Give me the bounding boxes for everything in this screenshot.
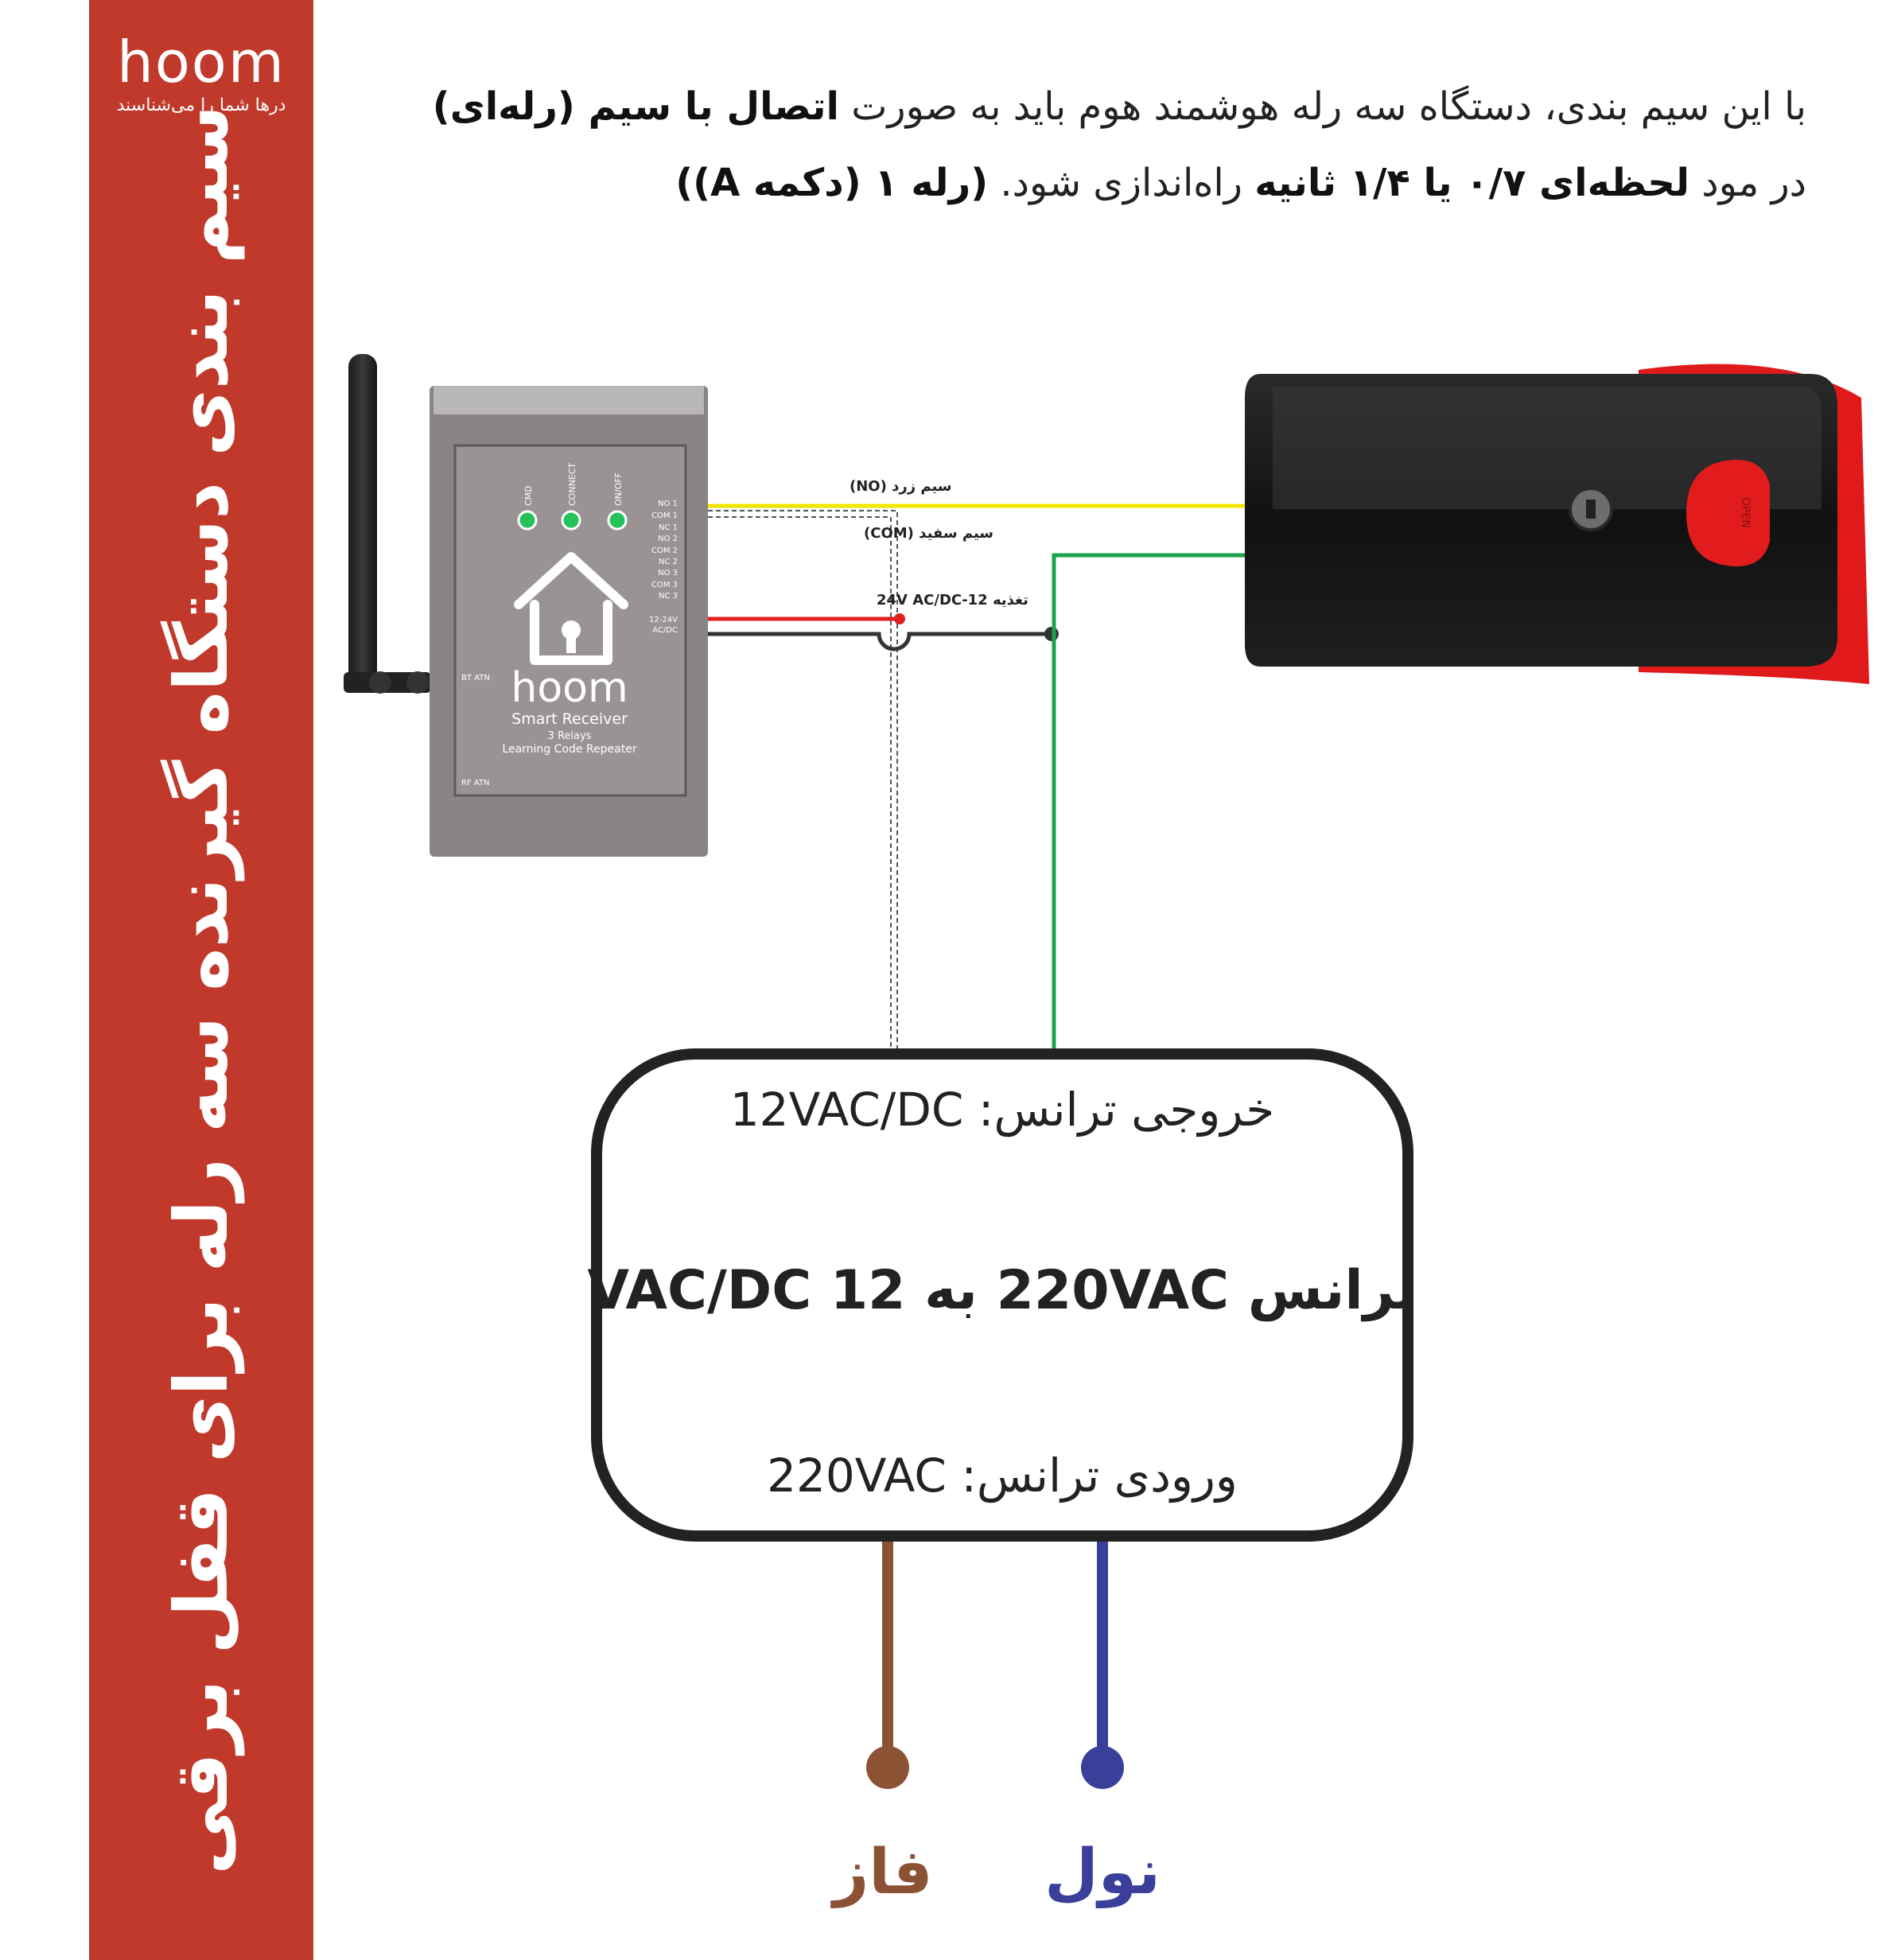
bt-antenna-label: BT ATN [461, 674, 490, 682]
wire-white-com [708, 511, 897, 1054]
transformer-input: ورودی ترانس: 220VAC [767, 1449, 1238, 1503]
led-onoff [609, 511, 626, 529]
phase-terminal-dot [866, 1746, 909, 1789]
led-label: CONNECT [567, 462, 577, 506]
instr-bold: اتصال با سیم (رله‌ای) [432, 84, 839, 129]
receiver-device [430, 386, 708, 857]
terminal-label: NC 1 [658, 523, 678, 532]
transformer-main: ترانس 220VAC به 12 VAC/DC [587, 1259, 1417, 1322]
terminal-label: NO 3 [658, 569, 678, 578]
label-yellow-wire: سیم زرد (NO) [850, 478, 952, 495]
wire-green [1054, 555, 1249, 1054]
rf-antenna-label: RF ATN [461, 779, 490, 788]
logo-wordmark: hoom [117, 29, 286, 95]
terminal-label: NO 2 [658, 535, 678, 543]
receiver-relays: 3 Relays [547, 730, 592, 742]
terminal-label: NC 2 [658, 558, 678, 566]
led-connect [562, 511, 580, 529]
instr-bold: (رله ۱ (دکمه A)) [675, 161, 989, 205]
terminal-label: NO 1 [658, 500, 678, 508]
label-power-wire: تغذیه 12-24V AC/DC [877, 592, 1028, 609]
instr-text: با این سیم بندی، دستگاه سه رله هوشمند هوم باید به صورت [838, 84, 1806, 129]
page-title: سیم بندی دستگاه گیرنده سه رله برای قفل برقی [159, 105, 244, 1875]
logo-tagline: درها شما را می‌شناسند [116, 95, 286, 115]
terminal-label: AC/DC [652, 626, 678, 635]
terminal-label: COM 2 [651, 546, 678, 555]
receiver-subtitle: Learning Code Repeater [502, 743, 637, 756]
phase-label: فاز [833, 1837, 933, 1908]
wire-black [708, 634, 1052, 649]
terminal-label: COM 1 [651, 511, 678, 520]
neutral-terminal-dot [1081, 1746, 1124, 1789]
instr-text: در مود [1689, 161, 1806, 205]
transformer-output: خروجی ترانس: 12VAC/DC [729, 1083, 1275, 1137]
instr-bold: لحظه‌ای ۰/۷ یا ۱/۴ ثانیه [1254, 161, 1690, 205]
led-label: ON/OFF [613, 472, 624, 506]
led-cmd [519, 511, 536, 529]
junction-dot [1044, 627, 1059, 641]
terminal-label: NC 3 [658, 592, 678, 601]
electric-lock [1245, 364, 1869, 684]
led-label: CMD [523, 485, 534, 506]
open-button[interactable] [1686, 460, 1770, 566]
instr-text: راه‌اندازی شود. [988, 161, 1255, 205]
receiver-model: Smart Receiver [511, 710, 628, 728]
antenna-icon [344, 354, 431, 694]
receiver-brand: hoom [511, 664, 628, 712]
junction-dot [894, 613, 905, 624]
neutral-label: نول [1044, 1837, 1161, 1908]
label-white-wire: سیم سفید (COM) [864, 525, 993, 542]
open-button-label: OPEN [1739, 497, 1752, 528]
terminal-label: COM 3 [651, 581, 678, 589]
terminal-label: 12-24V [649, 616, 678, 624]
